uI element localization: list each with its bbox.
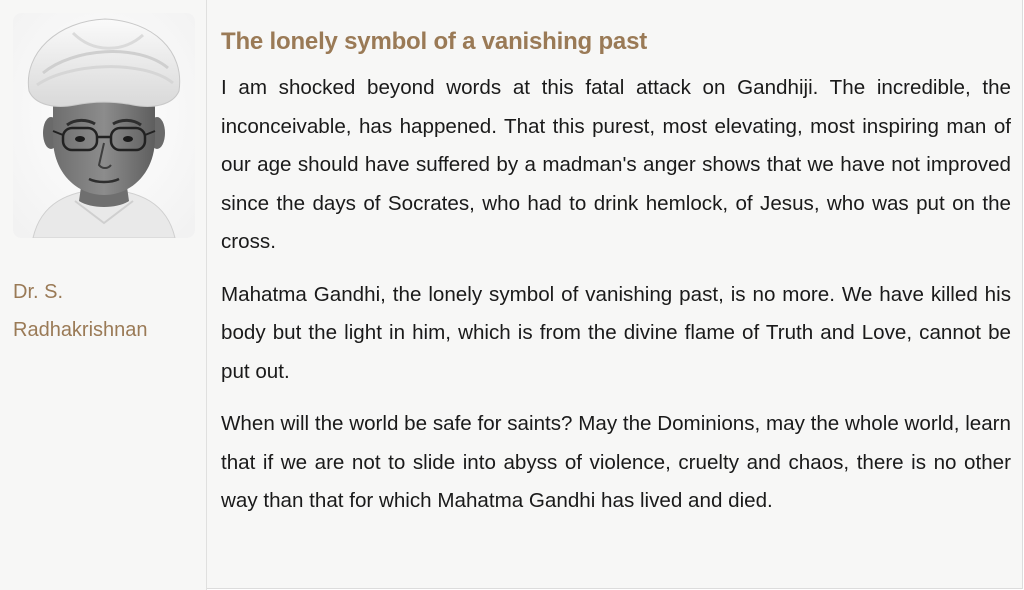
quote-paragraph-3: When will the world be safe for saints? May the Dominions, may the whole world, learn that if we are not to slide into abyss of violence, cruelty and chaos, there is no other way than that for which Mahatma Gandhi has lived and died. <box>221 412 1011 512</box>
quote-paragraph-2: Mahatma Gandhi, the lonely symbol of vanishing past, is no more. We have killed his body but the light in him, which is from the divine flame of Truth and Love, cannot be put out. <box>221 282 1011 383</box>
quote-paragraph-1: I am shocked beyond words at this fatal attack on Gandhiji. The incredible, the inconceivable, has happened. That this purest, most elevating, most inspiring man of our age should have suffered by a madman's anger shows that we have not improved since the days of Socrates, who had to drink hemlock, of Jesus, who was put on the cross. <box>221 76 1011 253</box>
author-column <box>0 0 207 590</box>
author-portrait <box>13 13 195 238</box>
quote-title: The lonely symbol of a vanishing past <box>221 28 648 55</box>
portrait-image <box>13 13 195 238</box>
author-name: Dr. S. Radhakrishnan <box>13 281 148 341</box>
quote-content <box>221 22 1011 521</box>
